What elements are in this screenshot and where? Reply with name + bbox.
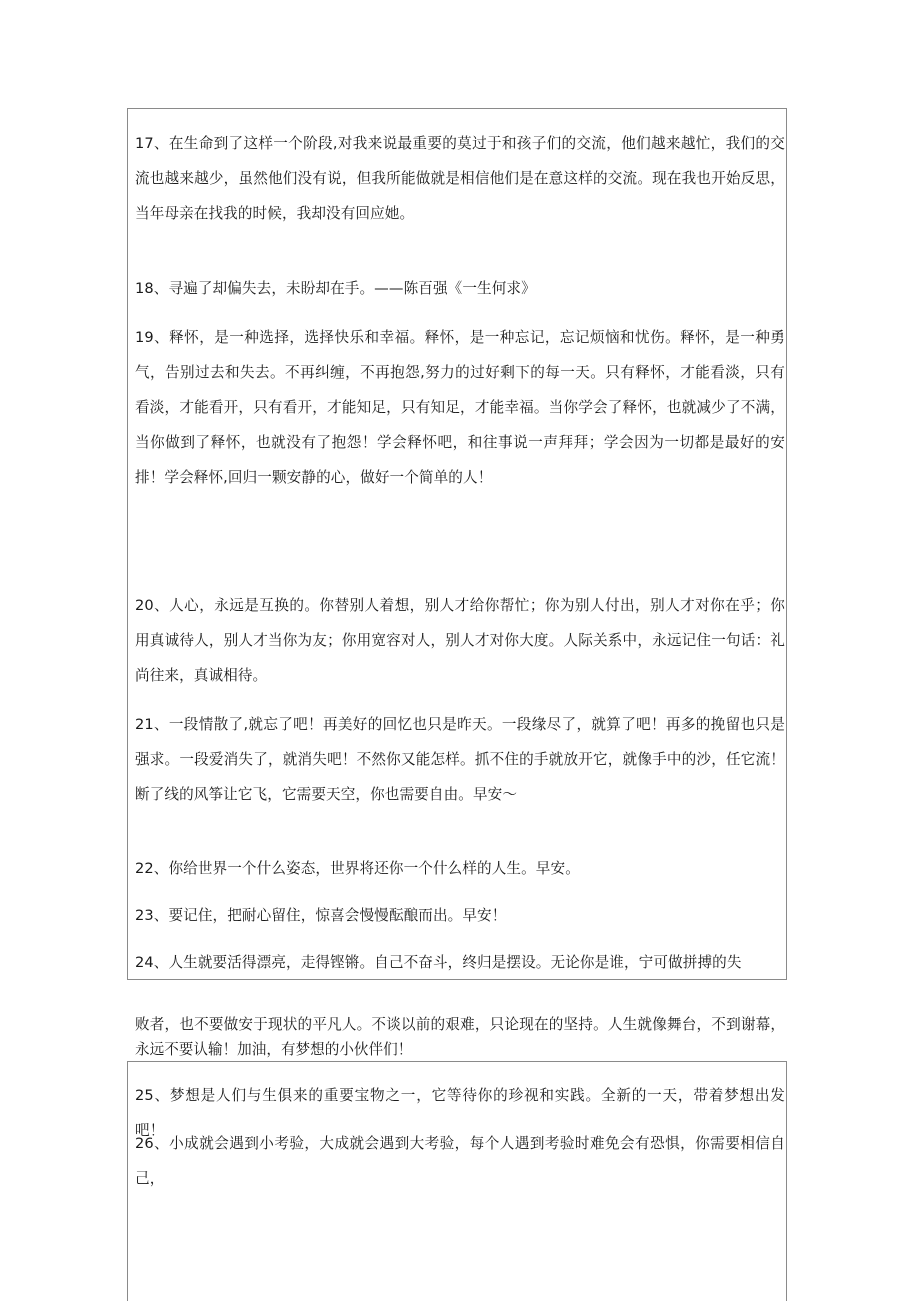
paragraph-19: 19、释怀，是一种选择，选择快乐和幸福。释怀，是一种忘记，忘记烦恼和忧伤。释怀，是一种勇气，告别过去和失去。不再纠缠，不再抱怨,努力的过好剩下的每一天。只有释怀，才能看淡，只有看淡，才能看开，只有看开，才能知足，只有知足，才能幸福。当你学会了释怀，也就减少了不满，当你做到了释怀，也就没有了抱怨！学会释怀吧，和往事说一声拜拜；学会因为一切都是最好的安排！学会释怀,回归一颗安静的心，做好一个简单的人！ [135, 329, 785, 486]
continued-paragraph: 败者，也不要做安于现状的平凡人。不谈以前的艰难，只论现在的坚持。人生就像舞台，不到谢幕，永远不要认输！加油，有梦想的小伙伴们！ [135, 1016, 785, 1058]
paragraph-25: 25、梦想是人们与生俱来的重要宝物之一，它等待你的珍视和实践。全新的一天，带着梦想出发吧！ [135, 1087, 785, 1139]
paragraph-23: 23、要记住，把耐心留住，惊喜会慢慢酝酿而出。早安！ [135, 907, 507, 924]
paragraph-20: 20、人心，永远是互换的。你替别人着想，别人才给你帮忙；你为别人付出，别人才对你在乎；你用真诚待人，别人才当你为友；你用宽容对人，别人才对你大度。人际关系中，永远记住一句话：礼尚往来，真诚相待。 [135, 597, 785, 684]
paragraph-24: 24、人生就要活得漂亮，走得铿锵。自己不奋斗，终归是摆设。无论你是谁，宁可做拼搏的失 [135, 954, 742, 971]
paragraph-26: 26、小成就会遇到小考验，大成就会遇到大考验，每个人遇到考验时难免会有恐惧，你需要相信自己， [135, 1135, 785, 1187]
paragraph-17: 17、在生命到了这样一个阶段,对我来说最重要的莫过于和孩子们的交流，他们越来越忙，我们的交流也越来越少，虽然他们没有说，但我所能做就是相信他们是在意这样的交流。现在我也开始反思，当年母亲在找我的时候，我却没有回应她。 [135, 135, 785, 222]
paragraph-22: 22、你给世界一个什么姿态，世界将还你一个什么样的人生。早安。 [135, 860, 580, 877]
paragraph-18: 18、寻遍了却偏失去，未盼却在手。——陈百强《一生何求》 [135, 280, 536, 297]
paragraph-21: 21、一段情散了,就忘了吧！再美好的回忆也只是昨天。一段缘尽了，就算了吧！再多的挽留也只是强求。一段爱消失了，就消失吧！不然你又能怎样。抓不住的手就放开它，就像手中的沙，任它流！断了线的风筝让它飞，它需要天空，你也需要自由。早安〜 [135, 716, 785, 803]
text-box-upper [127, 108, 787, 980]
